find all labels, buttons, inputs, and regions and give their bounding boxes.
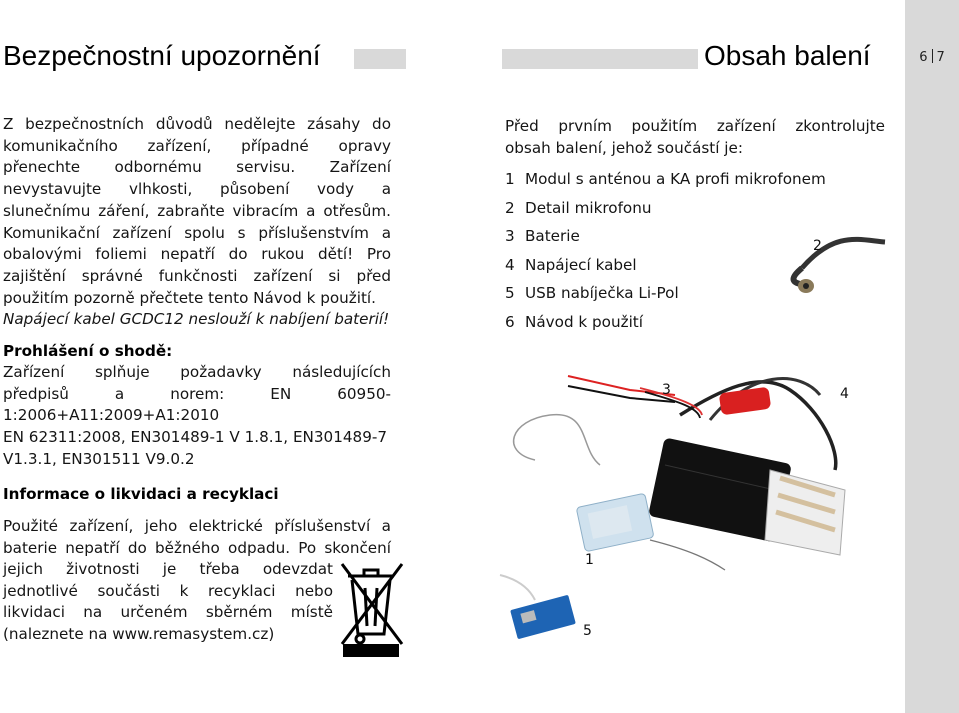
list-item: 3 Baterie (505, 227, 580, 245)
conformity-text (3, 362, 391, 471)
page-current: 6 (919, 50, 928, 65)
safety-text (3, 114, 391, 331)
title-decor-bar-left (354, 49, 406, 69)
recycling-text-bottom (3, 559, 333, 646)
conformity-heading: Prohlášení o shodě: (3, 342, 173, 360)
package-contents-photo (440, 220, 900, 680)
photo-label-4: 4 (840, 386, 849, 402)
title-decor-bar-right (502, 49, 698, 69)
safety-line: nevystavujte vlhkosti, působení vody a (3, 180, 391, 199)
intro-line: obsah balení, jehož součástí je: (505, 138, 743, 157)
conformity-line: Zařízení splňuje požadavky následujících (3, 363, 391, 381)
page-number (912, 49, 952, 65)
recycling-heading: Informace o likvidaci a recyklaci (3, 485, 279, 503)
recycling-text-top (3, 516, 391, 559)
conformity-line: EN 62311:2008, EN301489-1 V 1.8.1, EN301489-7 (3, 428, 388, 447)
right-page-title: Obsah balení (704, 40, 871, 71)
safety-italic-warning: Napájecí kabel GCDC12 neslouží k nabíjení baterií! (3, 310, 390, 329)
safety-line: slunečnímu záření, zabraňte vibracím a otřesům. (3, 201, 391, 220)
intro-line: Před prvním použitím zařízení zkontrolujte (505, 117, 885, 135)
list-item: 2 Detail mikrofonu (505, 198, 652, 217)
conformity-line: 1:2006+A11:2009+A1:2010 (3, 406, 220, 425)
left-page-title: Bezpečnostní upozornění (3, 40, 321, 71)
conformity-line: předpisů a norem: EN 60950- (3, 384, 391, 403)
list-item: 5 USB nabíječka Li-Pol (505, 284, 679, 302)
photo-label-5: 5 (583, 623, 592, 639)
recycling-line: baterie nepatří do běžného odpadu. Po skončení (3, 538, 391, 557)
list-item: 4 Napájecí kabel (505, 255, 637, 274)
photo-label-2: 2 (813, 238, 822, 254)
safety-line: zajištění správné funkčnosti zařízení si před (3, 266, 391, 285)
recycling-line: likvidaci na určeném sběrném místě (3, 603, 333, 622)
safety-line: Komunikační zařízení spolu s příslušenstvím a (3, 223, 391, 242)
conformity-line: V1.3.1, EN301511 V9.0.2 (3, 449, 195, 468)
safety-line: Z bezpečnostních důvodů nedělejte zásahy do (3, 115, 391, 133)
safety-line: komunikačního zařízení, případné opravy (3, 136, 391, 155)
safety-line: použitím pozorně přečtete tento Návod k použití. (3, 288, 376, 307)
list-item: 6 Návod k použití (505, 312, 643, 331)
page-sidebar (905, 0, 959, 713)
list-item: 1 Modul s anténou a KA profi mikrofonem (505, 170, 826, 188)
recycling-line: (naleznete na www.remasystem.cz) (3, 625, 275, 644)
safety-line: přenechte odbornému servisu. Zařízení (3, 158, 391, 177)
safety-line: obalovými foliemi nepatří do rukou dětí! Pro (3, 245, 391, 264)
crossed-bin-icon (338, 560, 406, 660)
page-next: 7 (936, 50, 945, 65)
recycling-line: jejich životnosti je třeba odevzdat (3, 560, 333, 578)
recycling-line: Použité zařízení, jeho elektrické příslušenství a (3, 517, 391, 535)
photo-label-3: 3 (662, 382, 671, 398)
photo-label-1: 1 (585, 552, 594, 568)
recycling-line: jednotlivé součásti k recyklaci nebo (3, 581, 333, 600)
contents-intro (505, 116, 885, 159)
